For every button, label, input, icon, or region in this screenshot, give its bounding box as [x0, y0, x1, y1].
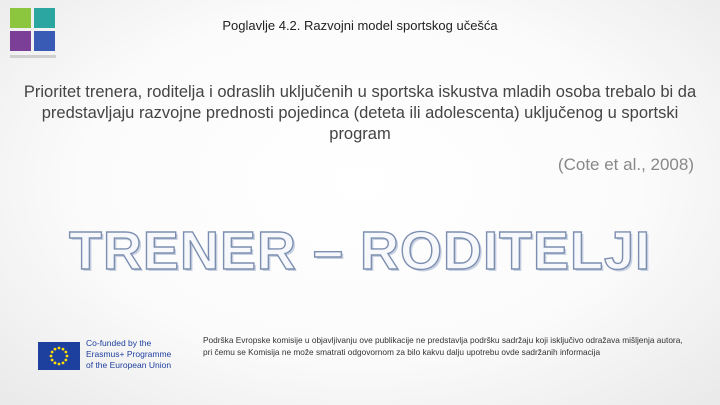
slide-heading: TRENER – RODITELJI — [68, 221, 652, 281]
eu-line-3: of the European Union — [86, 360, 172, 370]
chapter-title: Poglavlje 4.2. Razvojni model sportskog učešća — [222, 18, 498, 33]
eu-flag-icon — [38, 342, 80, 370]
eu-disclaimer: Podrška Evropske komisije u objavljivanju ove publikacije ne predstavlja podršku sadržaju koji isključivo odražava mišljenja autora, pri čemu se Komisija ne može smatrati odgovornom za bilo kakvu dalju upotrebu ovde sadržanih informacija — [203, 335, 683, 357]
quote-citation: (Cote et al., 2008) — [557, 155, 694, 174]
logo-caption — [10, 55, 56, 58]
logo-tile-blue — [34, 31, 55, 51]
logo-tile-purple — [10, 31, 31, 51]
quote-text: Prioritet trenera, roditelja i odraslih uključenih u sportska iskustva mladih osoba trebalo bi da predstavljaju razvojne prednosti pojedinca (deteta ili adolescenta) uključenog u sportski program — [23, 83, 697, 143]
eu-line-2: Erasmus+ Programme — [86, 349, 172, 359]
eu-line-1: Co-funded by the — [86, 338, 152, 348]
